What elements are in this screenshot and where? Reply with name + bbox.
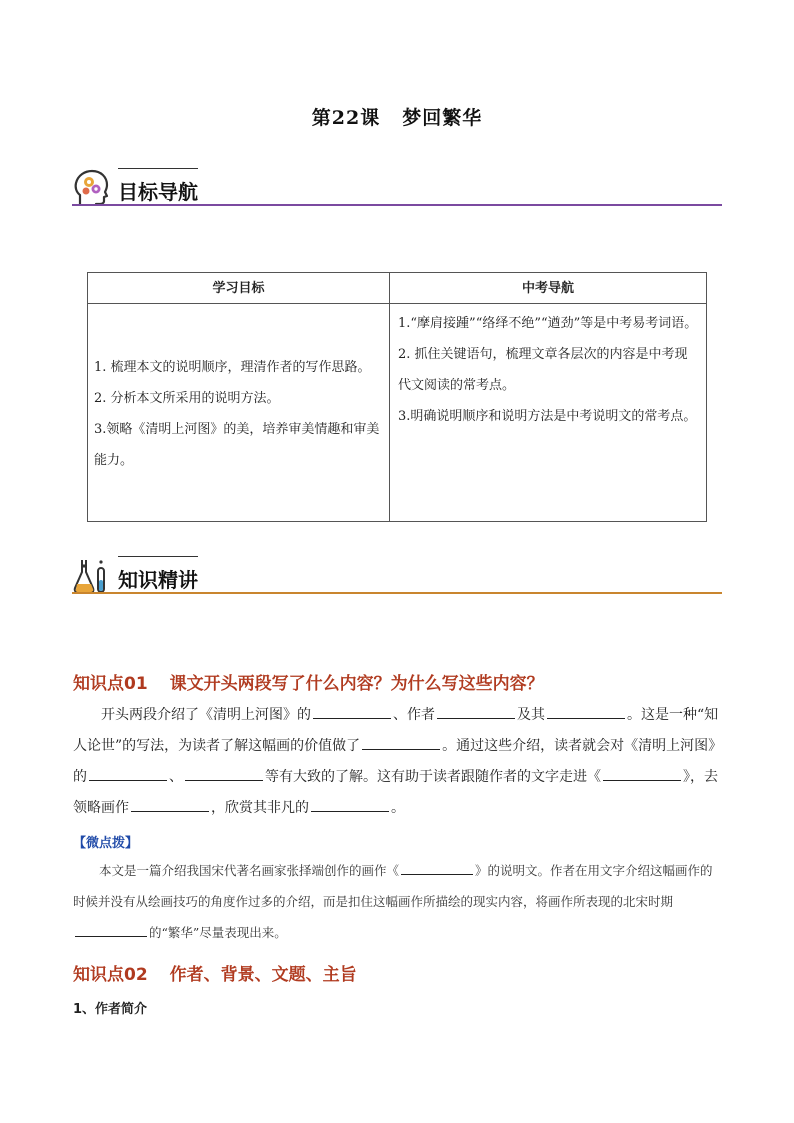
fill-blank[interactable] xyxy=(603,766,681,781)
tip-label: 【微点拨】 xyxy=(73,836,139,851)
fill-blank[interactable] xyxy=(313,704,391,719)
author-intro-heading: 1、作者简介 xyxy=(73,1002,148,1017)
text-run: 、 xyxy=(169,769,183,785)
text-run: 开头两段介绍了《清明上河图》的 xyxy=(101,707,311,723)
text-run: 本文是一篇介绍我国宋代著名画家张择端创作的画作《 xyxy=(99,863,400,878)
goal-item: 2. 分析本文所采用的说明方法。 xyxy=(94,391,280,406)
head-gears-icon xyxy=(72,168,112,208)
text-run: 》的说明文。作者在用文字介绍这幅画作的时候并没有从绘画技巧的角度作过多的介绍，而是扣住这幅画作所描绘的现实内容，将画作所表现的北宋时期 xyxy=(73,863,713,909)
col-header-goals: 学习目标 xyxy=(88,273,389,304)
section-knowledge xyxy=(72,556,722,606)
text-run: 及其 xyxy=(517,707,545,723)
page-title xyxy=(0,103,794,130)
goal-item: 1. 梳理本文的说明顺序，理清作者的写作思路。 xyxy=(94,360,371,375)
kp1-number: 知识点01 xyxy=(73,674,148,694)
text-run: 的“繁华”尽量表现出来。 xyxy=(149,925,287,940)
section-rule xyxy=(72,204,722,206)
section-label: 目标导航 xyxy=(118,180,198,204)
section-tick xyxy=(118,556,198,557)
lesson-name: 梦回繁华 xyxy=(402,107,483,129)
kp2-number: 知识点02 xyxy=(73,965,148,985)
goal-item: 3.领略《清明上河图》的美，培养审美情趣和审美能力。 xyxy=(94,422,380,468)
kp1-paragraph xyxy=(73,700,723,824)
fill-blank[interactable] xyxy=(401,862,473,875)
text-run: 。 xyxy=(391,800,405,816)
fill-blank[interactable] xyxy=(362,735,440,750)
fill-blank[interactable] xyxy=(131,797,209,812)
kp2-title xyxy=(73,960,357,985)
section-rule xyxy=(72,592,722,594)
goals-cell xyxy=(88,304,389,521)
fill-blank[interactable] xyxy=(437,704,515,719)
fill-blank[interactable] xyxy=(185,766,263,781)
goal-table xyxy=(87,272,707,522)
section-label: 知识精讲 xyxy=(118,568,198,592)
kp2-question: 作者、背景、文题、主旨 xyxy=(169,965,357,985)
fill-blank[interactable] xyxy=(547,704,625,719)
fill-blank[interactable] xyxy=(75,924,147,937)
section-tick xyxy=(118,168,198,169)
text-run: 、作者 xyxy=(393,707,435,723)
fill-blank[interactable] xyxy=(89,766,167,781)
lab-flasks-icon xyxy=(72,556,112,596)
exam-item: 3.明确说明顺序和说明方法是中考说明文的常考点。 xyxy=(398,409,697,424)
exam-item: 1.“摩肩接踵”“络绎不绝”“遒劲”等是中考易考词语。 xyxy=(398,316,698,331)
text-run: 》，去领略画作 xyxy=(73,769,718,816)
text-run: ，欣赏其非凡的 xyxy=(211,800,309,816)
tip-paragraph xyxy=(73,855,723,948)
kp1-question: 课文开头两段写了什么内容？为什么写这些内容？ xyxy=(169,674,544,694)
exam-cell xyxy=(390,304,706,521)
text-run: 。这是一种“知人论世”的写法，为读者了解这幅画的价值做了 xyxy=(73,707,719,754)
lesson-number: 第22课 xyxy=(311,107,381,129)
text-run: 。通过这些介绍，读者就会对《清明上河图》的 xyxy=(73,738,723,785)
text-run: 等有大致的了解。这有助于读者跟随作者的文字走进《 xyxy=(265,769,601,785)
col-header-exam: 中考导航 xyxy=(390,273,706,304)
section-goals xyxy=(72,168,722,218)
fill-blank[interactable] xyxy=(311,797,389,812)
kp1-title xyxy=(73,669,544,694)
exam-item: 2. 抓住关键语句，梳理文章各层次的内容是中考现代文阅读的常考点。 xyxy=(398,347,688,393)
